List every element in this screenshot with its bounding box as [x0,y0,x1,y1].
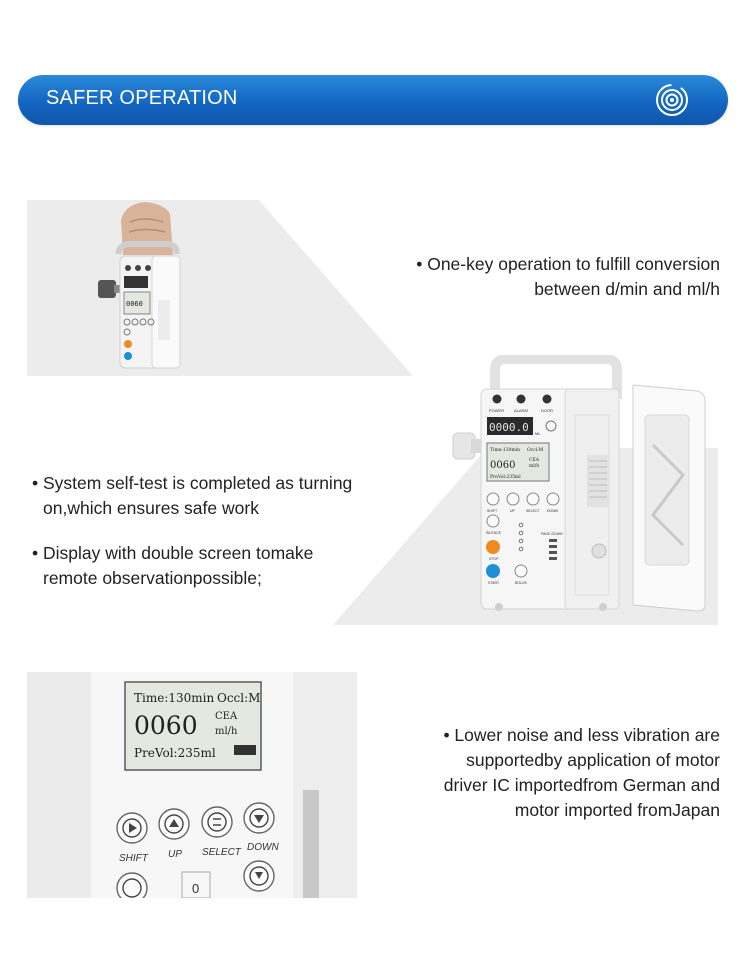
lcd-drug: CEA [529,458,539,463]
segment-display-value: 0000.0 [489,421,529,434]
alarm-label: ALARM [514,408,528,413]
lcd-unit: ml/h [529,464,540,469]
feature-text-4 [390,723,720,823]
stop-label: STOP [489,557,499,561]
closeup-lcd-drug: CEA [215,711,238,722]
target-circle-icon [654,82,690,118]
closeup-lcd-unit: ml/h [215,726,238,737]
closeup-bottom-digit: 0 [192,881,200,896]
pump-thumbnail [90,240,190,372]
power-label: POWER [489,408,505,413]
banner-title: SAFER OPERATION [46,87,238,109]
feature-line: on,which ensures safe work [43,498,259,518]
closeup-label-select: SELECT [202,847,241,858]
feature-text-2 [32,471,412,521]
infusion-pump-image [447,355,723,617]
closeup-lcd-prevol: PreVol:235ml [134,746,216,760]
lcd-occl: Occl:M [527,448,544,453]
feature-line: • One-key operation to fulfill conversion [416,254,720,274]
closeup-lcd-time: Time:130min [134,691,215,705]
pump-closeup-image [27,672,357,898]
page-down-label: PAGE DOWN [541,532,563,536]
door-label: DOOR [541,408,553,413]
feature-line: supportedby application of motor [466,750,720,770]
feature-line: motor imported fromJapan [514,800,720,820]
closeup-label-up: UP [168,849,182,860]
lcd-prevol: PreVol:235ml [490,475,521,480]
section-banner [18,75,728,125]
bolus-label: BOLUS [515,581,527,585]
svg-text:0060: 0060 [126,300,143,308]
segment-unit: ML [535,431,541,436]
silence-label: SILENCE [486,531,501,535]
lcd-time: Time:130min [490,448,521,453]
feature-line: • Display with double screen tomake [32,543,314,563]
feature-line: • System self-test is completed as turning [32,473,353,493]
btn-label-up: UP [510,509,515,513]
closeup-label-down: DOWN [247,842,279,853]
btn-label-down: DOWN [547,509,559,513]
btn-label-select: SELECT [526,509,540,513]
feature-line: driver IC importedfrom German and [443,775,720,795]
closeup-lcd-occl: Occl:M [217,691,261,705]
feature-line: between d/min and ml/h [534,279,720,299]
feature-text-3 [32,541,392,591]
btn-label-shift: SHIFT [487,509,498,513]
closeup-lcd-rate: 0060 [134,711,198,740]
start-label: START [488,581,500,585]
lcd-rate: 0060 [490,460,516,471]
feature-line: • Lower noise and less vibration are [443,725,720,745]
closeup-label-shift: SHIFT [119,853,148,864]
feature-line: remote observationpossible; [43,568,262,588]
feature-text-1 [340,252,720,302]
